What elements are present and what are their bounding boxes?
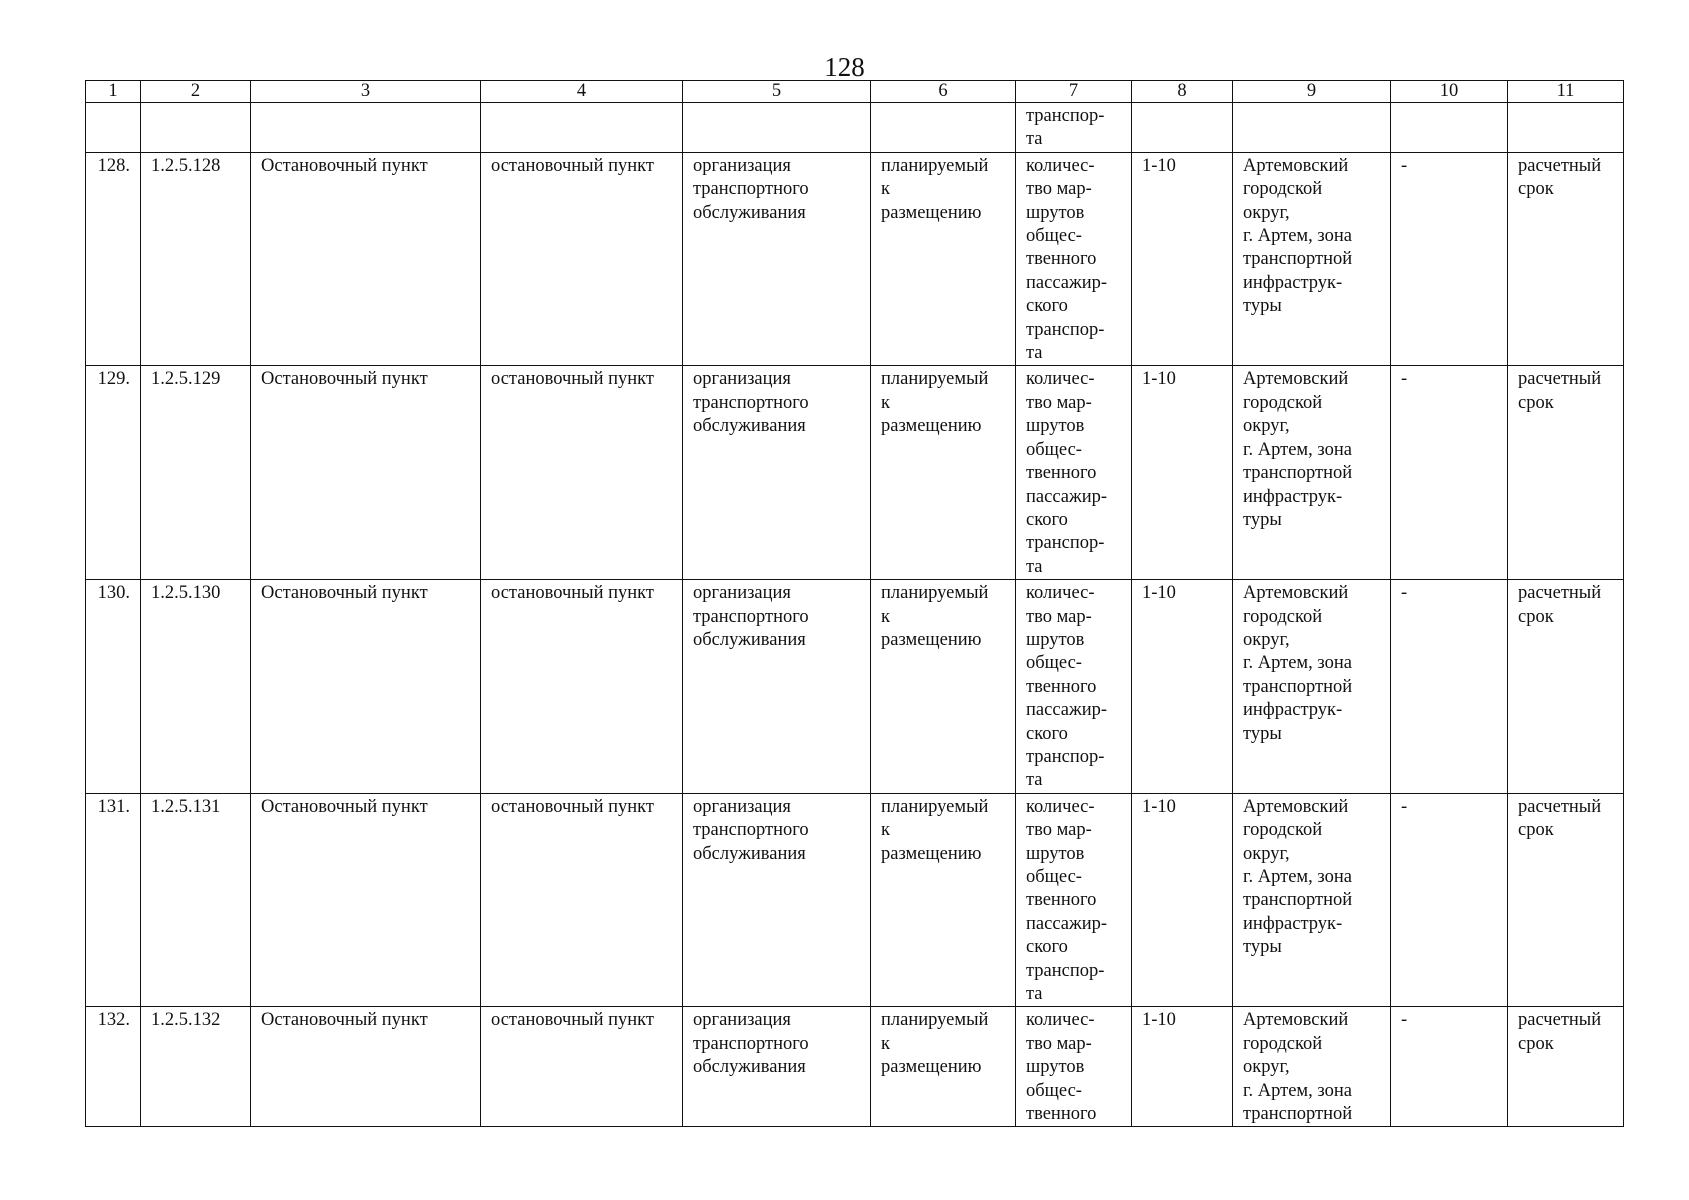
indicator-cell: количес- тво мар- шрутов общес- твенного пассажир- ского транспор- та — [1016, 793, 1132, 1007]
object-zone: - — [1391, 366, 1508, 580]
indicator-cell: количес- тво мар- шрутов общес- твенного пассажир- ского транспор- та — [1016, 366, 1132, 580]
object-code: 1.2.5.131 — [141, 793, 251, 1007]
row-number: 132. — [86, 1007, 141, 1127]
object-name: Остановочный пункт — [251, 366, 481, 580]
object-zone: - — [1391, 152, 1508, 366]
column-number: 3 — [251, 81, 481, 103]
object-name: Остановочный пункт — [251, 580, 481, 794]
table-cell — [1391, 103, 1508, 153]
object-kind: остановочный пункт — [481, 580, 683, 794]
object-status: планируемый к размещению — [871, 366, 1016, 580]
indicator-cell: количес- тво мар- шрутов общес- твенного пассажир- ского транспор- та — [1016, 580, 1132, 794]
indicator-value: 1-10 — [1132, 366, 1233, 580]
table-cell — [1132, 103, 1233, 153]
table-cell — [683, 103, 871, 153]
object-code: 1.2.5.132 — [141, 1007, 251, 1127]
table-row — [86, 580, 1624, 794]
object-zone: - — [1391, 793, 1508, 1007]
object-term: расчетный срок — [1508, 152, 1624, 366]
facilities-table — [85, 80, 1624, 1127]
table-cell — [481, 103, 683, 153]
column-number: 8 — [1132, 81, 1233, 103]
table-cell — [1233, 103, 1391, 153]
object-code: 1.2.5.129 — [141, 366, 251, 580]
object-status: планируемый к размещению — [871, 793, 1016, 1007]
object-purpose: организация транспортного обслуживания — [683, 366, 871, 580]
indicator-cell: транспор- та — [1016, 103, 1132, 153]
column-number: 7 — [1016, 81, 1132, 103]
table-cell — [141, 103, 251, 153]
indicator-value: 1-10 — [1132, 152, 1233, 366]
column-number: 11 — [1508, 81, 1624, 103]
object-purpose: организация транспортного обслуживания — [683, 793, 871, 1007]
column-number: 4 — [481, 81, 683, 103]
object-purpose: организация транспортного обслуживания — [683, 580, 871, 794]
table-cell — [86, 103, 141, 153]
object-name: Остановочный пункт — [251, 793, 481, 1007]
column-number: 10 — [1391, 81, 1508, 103]
object-location: Артемовский городской округ, г. Артем, зона транспортной инфраструк- туры — [1233, 366, 1391, 580]
table-row — [86, 793, 1624, 1007]
object-name: Остановочный пункт — [251, 1007, 481, 1127]
indicator-value: 1-10 — [1132, 580, 1233, 794]
object-status: планируемый к размещению — [871, 580, 1016, 794]
table-row — [86, 366, 1624, 580]
column-number: 5 — [683, 81, 871, 103]
object-code: 1.2.5.128 — [141, 152, 251, 366]
object-code: 1.2.5.130 — [141, 580, 251, 794]
object-location: Артемовский городской округ, г. Артем, зона транспортной инфраструк- туры — [1233, 793, 1391, 1007]
column-number: 6 — [871, 81, 1016, 103]
table-cell — [251, 103, 481, 153]
object-kind: остановочный пункт — [481, 1007, 683, 1127]
object-purpose: организация транспортного обслуживания — [683, 1007, 871, 1127]
object-location: Артемовский городской округ, г. Артем, зона транспортной инфраструк- туры — [1233, 580, 1391, 794]
row-number: 128. — [86, 152, 141, 366]
object-status: планируемый к размещению — [871, 152, 1016, 366]
table-row — [86, 152, 1624, 366]
indicator-cell: количес- тво мар- шрутов общес- твенного пассажир- ского транспор- та — [1016, 152, 1132, 366]
object-term: расчетный срок — [1508, 1007, 1624, 1127]
object-location: Артемовский городской округ, г. Артем, зона транспортной инфраструк- туры — [1233, 152, 1391, 366]
column-number-row — [86, 81, 1624, 103]
object-term: расчетный срок — [1508, 793, 1624, 1007]
row-number: 129. — [86, 366, 141, 580]
object-kind: остановочный пункт — [481, 366, 683, 580]
object-location: Артемовский городской округ, г. Артем, зона транспортной — [1233, 1007, 1391, 1127]
object-name: Остановочный пункт — [251, 152, 481, 366]
object-term: расчетный срок — [1508, 580, 1624, 794]
column-number: 1 — [86, 81, 141, 103]
indicator-value: 1-10 — [1132, 1007, 1233, 1127]
object-term: расчетный срок — [1508, 366, 1624, 580]
column-number: 2 — [141, 81, 251, 103]
object-zone: - — [1391, 580, 1508, 794]
continuation-row — [86, 103, 1624, 153]
column-number: 9 — [1233, 81, 1391, 103]
indicator-cell: количес- тво мар- шрутов общес- твенного — [1016, 1007, 1132, 1127]
object-kind: остановочный пункт — [481, 152, 683, 366]
table-row — [86, 1007, 1624, 1127]
page-number: 128 — [824, 52, 865, 82]
object-kind: остановочный пункт — [481, 793, 683, 1007]
object-purpose: организация транспортного обслуживания — [683, 152, 871, 366]
row-number: 131. — [86, 793, 141, 1007]
object-status: планируемый к размещению — [871, 1007, 1016, 1127]
row-number: 130. — [86, 580, 141, 794]
object-zone: - — [1391, 1007, 1508, 1127]
table-cell — [1508, 103, 1624, 153]
table-cell — [871, 103, 1016, 153]
indicator-value: 1-10 — [1132, 793, 1233, 1007]
